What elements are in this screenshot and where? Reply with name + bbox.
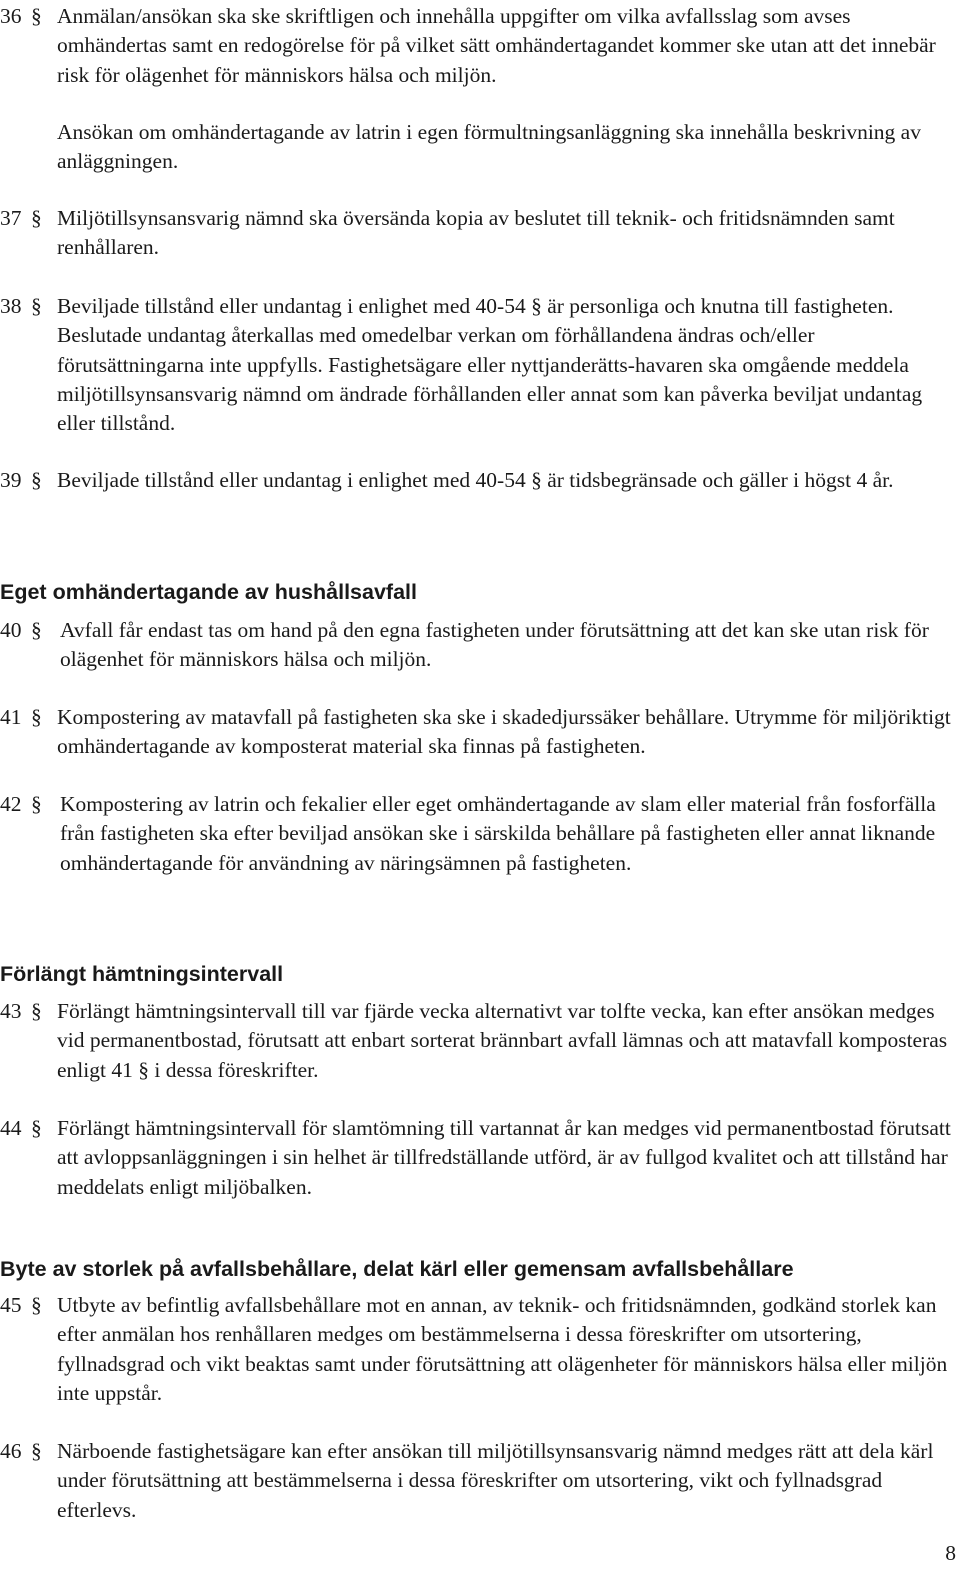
paragraph-40 [0, 616, 960, 675]
text-part: Förlängt hämtningsintervall till var fjärde vecka alternativt var tolfte vecka, kan efter ansökan medges vid permanentbostad, förutsatt att enbart sorterat brännbart avfall lämnas och att matavfall komposteras enligt 41 [57, 999, 948, 1082]
paragraph-number: 46 [0, 1439, 22, 1463]
text-part: är tidsbegränsade och gäller i högst 4 år. [547, 468, 894, 492]
section-sign-inline: § [531, 468, 542, 492]
paragraph-text: Förlängt hämtningsintervall för slamtömning till vartannat år kan medges vid permanentbostad förutsatt att avloppsanläggningen i sin helhet är tillfredställande utförd, är av fullgod kvalitet och att tillstånd har meddelats enligt miljöbalken. [57, 1116, 951, 1199]
section-heading: Byte av storlek på avfallsbehållare, delat kärl eller gemensam avfallsbehållare [0, 1257, 794, 1281]
section-sign: § [31, 618, 42, 642]
paragraph-text: Närboende fastighetsägare kan efter ansökan till miljötillsynsansvarig nämnd medges rätt att dela kärl under förutsättning att bestämmelserna i dessa föreskrifter om utsortering, vikt och fyllnadsgrad efterlevs. [57, 1439, 934, 1522]
paragraph-44 [0, 1114, 960, 1202]
paragraph-number: 37 [0, 206, 22, 230]
paragraph-36 [0, 2, 960, 90]
paragraph-number: 45 [0, 1293, 22, 1317]
paragraph-36-continuation [0, 118, 960, 177]
section-sign: § [31, 1116, 42, 1140]
section-sign: § [31, 206, 42, 230]
paragraph-number: 41 [0, 705, 22, 729]
paragraph-text: Kompostering av matavfall på fastigheten ska ske i skadedjurssäker behållare. Utrymme för miljöriktigt omhändertagande av komposterat material ska finnas på fastigheten. [57, 705, 951, 759]
paragraph-number: 39 [0, 468, 22, 492]
paragraph-46 [0, 1437, 960, 1525]
section-sign: § [31, 294, 42, 318]
section-sign: § [31, 792, 42, 816]
paragraph-number: 43 [0, 999, 22, 1023]
paragraph-42 [0, 790, 960, 878]
paragraph-text: Miljötillsynsansvarig nämnd ska översända kopia av beslutet till teknik- och fritidsnämnden samt renhållaren. [57, 206, 895, 260]
text-part: är personliga och knutna till fastigheten. Beslutade undantag återkallas med omedelbar verkan om förhållandena ändras och/eller förutsättningarna inte uppfylls. Fastighetsägare eller nyttjanderätts-havaren ska omgående meddela miljötillsynsansvarig nämnd om ändrade förhållanden eller annat som kan påverka beviljat undantag eller tillstånd. [57, 294, 923, 436]
paragraph-text [0, 997, 960, 1085]
paragraph-text: Kompostering av latrin och fekalier eller eget omhändertagande av slam eller material från fosforfälla från fastigheten ska efter beviljad ansökan ske i särskilda behållare på fastigheten eller annat liknande omhändertagande för användning av näringsämnen på fastigheten. [60, 792, 936, 875]
paragraph-number: 38 [0, 294, 22, 318]
section-sign: § [31, 4, 42, 28]
paragraph-text: Anmälan/ansökan ska ske skriftligen och innehålla uppgifter om vilka avfallsslag som avses omhändertas samt en redogörelse för på vilket sätt omhändertagandet kommer ske utan att det innebär risk för olägenhet för människors hälsa och miljön. [57, 4, 936, 87]
paragraph-text [0, 466, 960, 495]
paragraph-text: Ansökan om omhändertagande av latrin i egen förmultningsanläggning ska innehålla beskrivning av anläggningen. [57, 120, 921, 174]
section-sign: § [31, 705, 42, 729]
paragraph-38 [0, 292, 960, 438]
section-heading: Förlängt hämtningsintervall [0, 962, 284, 986]
section-sign: § [31, 1293, 42, 1317]
paragraph-text: Avfall får endast tas om hand på den egna fastigheten under förutsättning att det kan ske utan risk för olägenhet för människors hälsa och miljön. [60, 618, 929, 672]
section-sign: § [31, 468, 42, 492]
paragraph-41 [0, 703, 960, 762]
paragraph-number: 36 [0, 4, 22, 28]
paragraph-number: 40 [0, 618, 22, 642]
paragraph-39 [0, 466, 960, 495]
text-part: Beviljade tillstånd eller undantag i enlighet med 40-54 [57, 468, 526, 492]
section-sign-inline: § [138, 1057, 149, 1082]
paragraph-text: Utbyte av befintlig avfallsbehållare mot en annan, av teknik- och fritidsnämnden, godkänd storlek kan efter anmälan hos renhållaren medges om bestämmelserna i dessa föreskrifter om utsortering, fyllnadsgrad och vikt beaktas samt under förutsättning att olägenheter för människors hälsa eller miljön inte uppstår. [57, 1293, 948, 1405]
paragraph-43 [0, 997, 960, 1085]
section-sign-inline: § [531, 294, 542, 318]
section-sign: § [31, 1439, 42, 1463]
paragraph-number: 44 [0, 1116, 22, 1140]
text-part: i dessa föreskrifter. [154, 1057, 319, 1082]
paragraph-text [0, 292, 960, 438]
paragraph-45 [0, 1291, 960, 1408]
paragraph-number: 42 [0, 792, 22, 816]
paragraph-37 [0, 204, 960, 263]
section-heading: Eget omhändertagande av hushållsavfall [0, 580, 417, 604]
page-number: 8 [945, 1541, 956, 1565]
section-sign: § [31, 999, 42, 1023]
text-part: Beviljade tillstånd eller undantag i enlighet med 40-54 [57, 294, 526, 318]
